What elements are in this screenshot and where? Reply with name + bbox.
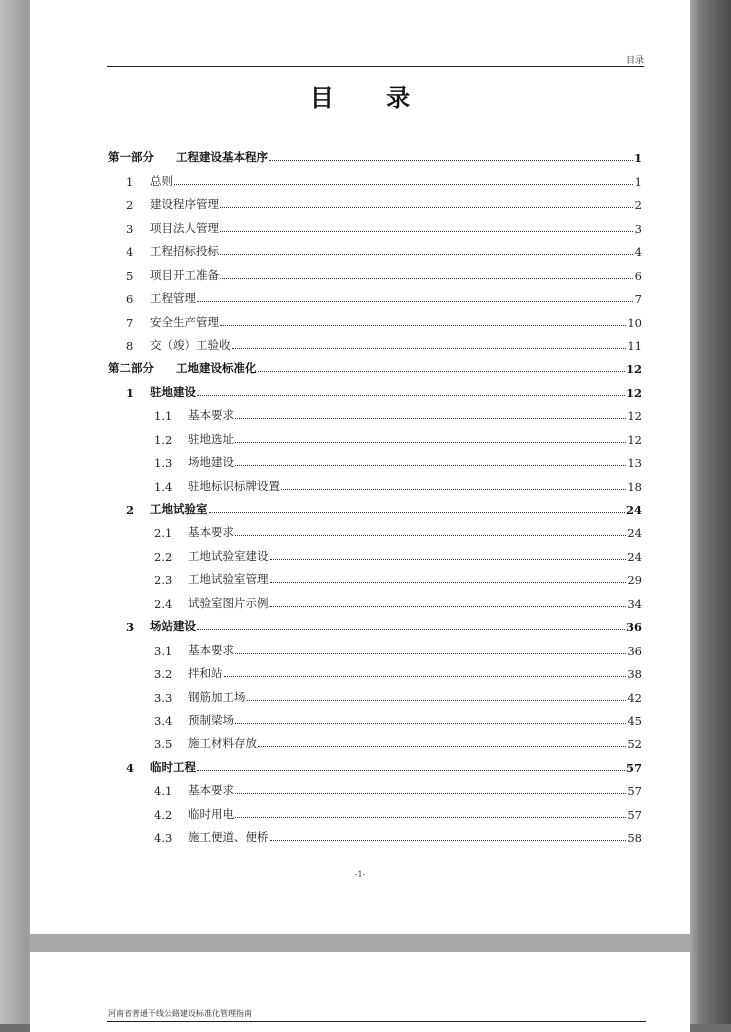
toc-entry-title: 场站建设 <box>150 619 196 634</box>
toc-entry-number: 1.1 <box>154 409 173 424</box>
toc-entry[interactable] <box>108 353 642 376</box>
toc-entry-number: 4.3 <box>154 831 173 846</box>
toc-entry-number: 7 <box>126 315 134 330</box>
toc-entry-page: 12 <box>625 385 642 400</box>
toc-entry[interactable] <box>108 330 642 353</box>
toc-entry-number: 4 <box>126 245 134 260</box>
toc-entry-number: 3.4 <box>154 713 173 728</box>
toc-entry-page: 4 <box>634 245 642 260</box>
dot-leader <box>235 792 626 794</box>
toc-entry[interactable] <box>108 728 642 751</box>
table-of-contents <box>108 142 642 845</box>
toc-entry-page: 13 <box>627 456 642 471</box>
toc-entry[interactable] <box>108 142 642 165</box>
toc-entry-title: 驻地标识标牌设置 <box>188 478 280 493</box>
dot-leader <box>235 417 626 419</box>
toc-entry[interactable] <box>108 611 642 634</box>
toc-entry[interactable] <box>108 189 642 212</box>
header-rule-next <box>107 1021 646 1022</box>
dot-leader <box>232 347 627 349</box>
toc-entry-number: 1 <box>126 385 135 400</box>
dot-leader <box>209 511 625 513</box>
toc-entry-title: 工地试验室管理 <box>188 572 269 587</box>
dot-leader <box>247 699 627 701</box>
toc-entry-number: 5 <box>126 268 134 283</box>
dot-leader <box>220 206 633 208</box>
toc-entry-title: 交（竣）工验收 <box>150 337 231 352</box>
toc-entry-page: 36 <box>625 620 642 635</box>
dot-leader <box>258 745 626 747</box>
toc-entry-number: 1 <box>126 174 134 189</box>
toc-entry-number: 8 <box>126 338 134 353</box>
toc-entry-number: 3 <box>126 620 135 635</box>
toc-entry-number: 2 <box>126 198 134 213</box>
document-page[interactable] <box>30 0 690 934</box>
running-header-next: 河南省普通干线公路建设标准化管理指南 <box>108 1009 252 1018</box>
toc-entry-page: 34 <box>627 596 642 611</box>
toc-entry-page: 52 <box>627 737 642 752</box>
dot-leader <box>270 558 627 560</box>
dot-leader <box>269 159 633 161</box>
toc-entry-number: 6 <box>126 292 134 307</box>
toc-entry[interactable] <box>108 540 642 563</box>
toc-entry-page: 57 <box>627 784 642 799</box>
toc-entry-title: 工地试验室 <box>150 502 208 516</box>
toc-entry-title: 工程招标投标 <box>150 244 219 259</box>
dot-leader <box>174 183 633 185</box>
toc-entry[interactable] <box>108 751 642 774</box>
toc-entry[interactable] <box>108 705 642 728</box>
toc-entry-title: 钢筋加工场 <box>188 689 246 704</box>
toc-entry-title: 施工便道、便桥 <box>188 830 269 845</box>
dot-leader <box>197 300 633 302</box>
running-header: 目录 <box>625 56 644 66</box>
toc-entry-number: 2 <box>126 503 135 517</box>
toc-entry-title: 拌和站 <box>188 666 223 681</box>
toc-entry[interactable] <box>108 494 642 517</box>
toc-entry-number: 4.1 <box>154 784 173 799</box>
dot-leader <box>235 816 626 818</box>
dot-leader <box>235 441 626 443</box>
dot-leader <box>270 605 627 607</box>
dot-leader <box>224 675 627 677</box>
dot-leader <box>258 370 625 372</box>
toc-entry-number: 3 <box>126 221 134 236</box>
toc-entry[interactable] <box>108 634 642 657</box>
dot-leader <box>197 394 625 396</box>
toc-entry-number: 2.4 <box>154 596 173 611</box>
toc-entry-title: 场地建设 <box>188 455 234 470</box>
toc-entry-page: 10 <box>627 315 642 330</box>
toc-entry-title: 施工材料存放 <box>188 736 257 751</box>
toc-entry-page: 18 <box>627 479 642 494</box>
toc-entry-page: 57 <box>627 807 642 822</box>
toc-entry-page: 2 <box>634 198 642 213</box>
toc-entry-title: 工地建设标准化 <box>176 361 257 376</box>
dot-leader <box>220 253 633 255</box>
toc-entry-title: 预制梁场 <box>188 712 234 727</box>
toc-entry-title: 试验室图片示例 <box>188 595 269 610</box>
toc-entry-number: 4 <box>126 760 135 775</box>
toc-entry[interactable] <box>108 447 642 470</box>
toc-entry[interactable] <box>108 775 642 798</box>
page-number: -1- <box>354 870 366 879</box>
toc-entry-number: 3.5 <box>154 737 173 752</box>
toc-entry[interactable] <box>108 517 642 540</box>
toc-entry[interactable] <box>108 423 642 446</box>
toc-entry-page: 1 <box>634 174 642 189</box>
toc-entry-page: 3 <box>634 221 642 236</box>
dot-leader <box>197 628 625 630</box>
toc-entry-page: 12 <box>627 432 642 447</box>
toc-entry-title: 基本要求 <box>188 783 234 798</box>
toc-entry[interactable] <box>108 236 642 259</box>
toc-entry[interactable] <box>108 681 642 704</box>
toc-entry[interactable] <box>108 306 642 329</box>
toc-entry-page: 24 <box>625 503 642 517</box>
dot-leader <box>197 769 625 771</box>
toc-entry-page: 42 <box>627 690 642 705</box>
toc-entry-title: 基本要求 <box>188 642 234 657</box>
toc-entry-title: 项目开工准备 <box>150 267 219 282</box>
toc-entry-number: 第一部分 <box>108 150 154 165</box>
toc-entry-number: 4.2 <box>154 807 173 822</box>
toc-entry-title: 临时用电 <box>188 806 234 821</box>
toc-entry-title: 驻地建设 <box>150 384 196 399</box>
toc-entry-page: 1 <box>633 151 642 166</box>
toc-entry-number: 3.1 <box>154 643 173 658</box>
dot-leader <box>220 230 633 232</box>
toc-entry-page: 12 <box>625 362 642 377</box>
page-title: 目 录 <box>309 83 433 112</box>
toc-entry[interactable] <box>108 165 642 188</box>
toc-entry-number: 3.3 <box>154 690 173 705</box>
toc-entry-title: 基本要求 <box>188 408 234 423</box>
toc-entry[interactable] <box>108 376 642 399</box>
toc-entry[interactable] <box>108 259 642 282</box>
toc-entry-number: 第二部分 <box>108 361 154 376</box>
dot-leader <box>235 464 626 466</box>
toc-entry-number: 1.2 <box>154 432 173 447</box>
dot-leader <box>220 324 626 326</box>
toc-entry[interactable] <box>108 470 642 493</box>
toc-entry-page: 12 <box>627 409 642 424</box>
toc-entry-number: 2.1 <box>154 526 173 541</box>
toc-entry-number: 1.3 <box>154 456 173 471</box>
dot-leader <box>270 581 627 583</box>
toc-entry-page: 58 <box>627 831 642 846</box>
toc-entry-number: 1.4 <box>154 479 173 494</box>
toc-entry-page: 57 <box>625 760 642 775</box>
dot-leader <box>281 488 626 490</box>
dot-leader <box>235 652 626 654</box>
toc-entry-title: 建设程序管理 <box>150 197 219 212</box>
toc-entry-page: 11 <box>627 338 642 353</box>
toc-entry-number: 2.3 <box>154 573 173 588</box>
toc-entry-title: 工地试验室建设 <box>188 548 269 563</box>
toc-entry[interactable] <box>108 658 642 681</box>
next-document-page[interactable] <box>30 952 690 1032</box>
toc-entry[interactable] <box>108 212 642 235</box>
toc-entry[interactable] <box>108 587 642 610</box>
header-rule <box>107 66 644 67</box>
toc-entry-page: 7 <box>634 292 642 307</box>
dot-leader <box>235 722 626 724</box>
toc-entry-page: 29 <box>627 573 642 588</box>
toc-entry[interactable] <box>108 400 642 423</box>
toc-entry-page: 45 <box>627 713 642 728</box>
dot-leader <box>270 839 627 841</box>
toc-entry-page: 24 <box>627 549 642 564</box>
toc-entry-title: 工程建设基本程序 <box>176 150 268 165</box>
toc-entry[interactable] <box>108 822 642 845</box>
toc-entry-number: 2.2 <box>154 549 173 564</box>
toc-entry-page: 36 <box>627 643 642 658</box>
toc-entry-number: 3.2 <box>154 667 173 682</box>
toc-entry-title: 基本要求 <box>188 525 234 540</box>
dot-leader <box>220 277 633 279</box>
toc-entry-title: 驻地选址 <box>188 431 234 446</box>
toc-entry-title: 临时工程 <box>150 759 196 774</box>
toc-entry[interactable] <box>108 798 642 821</box>
toc-entry-page: 6 <box>634 268 642 283</box>
toc-entry[interactable] <box>108 283 642 306</box>
toc-entry-title: 项目法人管理 <box>150 220 219 235</box>
toc-entry-title: 安全生产管理 <box>150 314 219 329</box>
toc-entry-title: 总则 <box>150 173 173 188</box>
toc-entry-page: 24 <box>627 526 642 541</box>
toc-entry[interactable] <box>108 564 642 587</box>
dot-leader <box>235 534 626 536</box>
toc-entry-title: 工程管理 <box>150 291 196 306</box>
toc-entry-page: 38 <box>627 667 642 682</box>
